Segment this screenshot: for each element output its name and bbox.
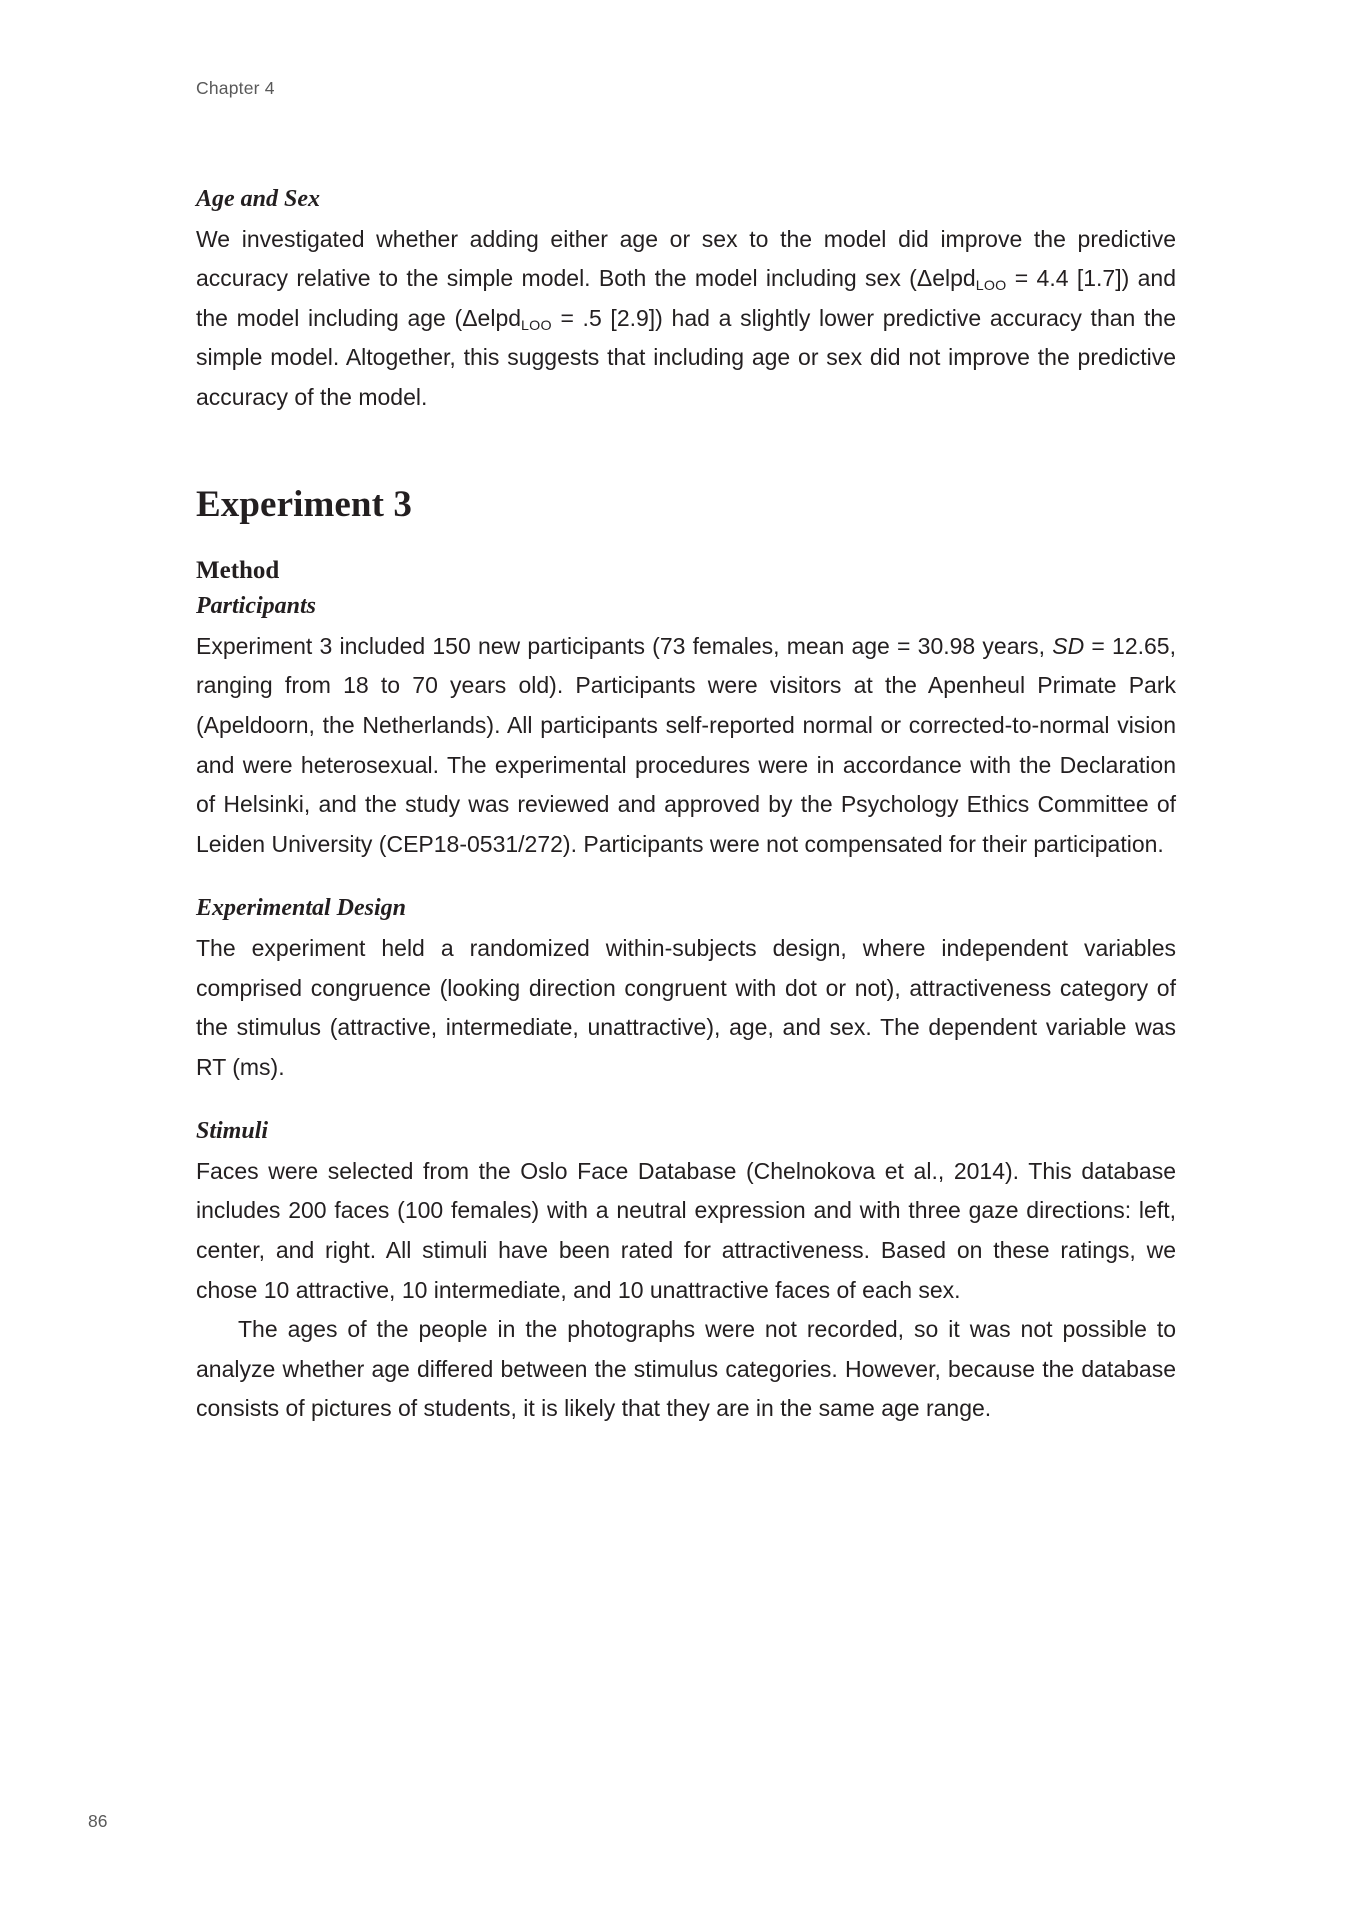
age-sex-sub-1: LOO bbox=[975, 278, 1007, 295]
paragraph-age-and-sex bbox=[196, 220, 1176, 418]
heading-participants: Participants bbox=[196, 593, 317, 620]
paragraph-stimuli-1: Faces were selected from the Oslo Face Database (Chelnokova et al., 2014). This database includes 200 faces (100 females) with a neutral expression and with three gaze directions: left, center, and right. All stimuli have been rated for attractiveness. Based on these ratings, we chose 10 attractive, 10 intermediate, and 10 unattractive faces of each sex. bbox=[196, 1157, 1176, 1303]
age-sex-text-2: = 4.4 [1.7]) and the model including age (Δelpd bbox=[196, 265, 1176, 331]
heading-experiment-3: Experiment 3 bbox=[196, 483, 412, 525]
page-content bbox=[196, 185, 1176, 1429]
running-head: Chapter 4 bbox=[196, 78, 275, 98]
page-number: 86 bbox=[88, 1811, 108, 1831]
heading-stimuli: Stimuli bbox=[196, 1118, 269, 1145]
age-sex-text-3: = .5 [2.9]) had a slightly lower predictive accuracy than the simple model. Altogether, this suggests that including age or sex did not improve the predictive accuracy of the model. bbox=[196, 304, 1176, 410]
heading-experimental-design: Experimental Design bbox=[196, 895, 407, 922]
participants-text-2: = 12.65, ranging from 18 to 70 years old). Participants were visitors at the Apenheul Primate Park (Apeldoorn, the Netherlands). All participants self-reported normal or corrected-to-normal vision and were heterosexual. The experimental procedures were in accordance with the Declaration of Helsinki, and the study was reviewed and approved by the Psychology Ethics Committee of Leiden University (CEP18-0531/272). Participants were not compensated for their participation. bbox=[196, 632, 1176, 857]
heading-age-and-sex: Age and Sex bbox=[196, 186, 321, 212]
heading-method: Method bbox=[196, 557, 280, 585]
participants-text-1: Experiment 3 included 150 new participants (73 females, mean age = 30.98 years, bbox=[196, 632, 1053, 659]
paragraph-experimental-design: The experiment held a randomized within-subjects design, where independent variables comprised congruence (looking direction congruent with dot or not), attractiveness category of the stimulus (attractive, intermediate, unattractive), age, and sex. The dependent variable was RT (ms). bbox=[196, 934, 1176, 1080]
age-sex-text-1: We investigated whether adding either age or sex to the model did improve the predictive accuracy relative to the simple model. Both the model including sex (Δelpd bbox=[196, 225, 1176, 292]
age-sex-sub-2: LOO bbox=[521, 317, 552, 334]
paragraph-stimuli-2: The ages of the people in the photographs were not recorded, so it was not possible to analyze whether age differed between the stimulus categories. However, because the database consists of pictures of students, it is likely that they are in the same age range. bbox=[196, 1316, 1176, 1422]
paragraph-participants bbox=[196, 627, 1176, 864]
participants-sd-italic: SD bbox=[1052, 632, 1085, 659]
